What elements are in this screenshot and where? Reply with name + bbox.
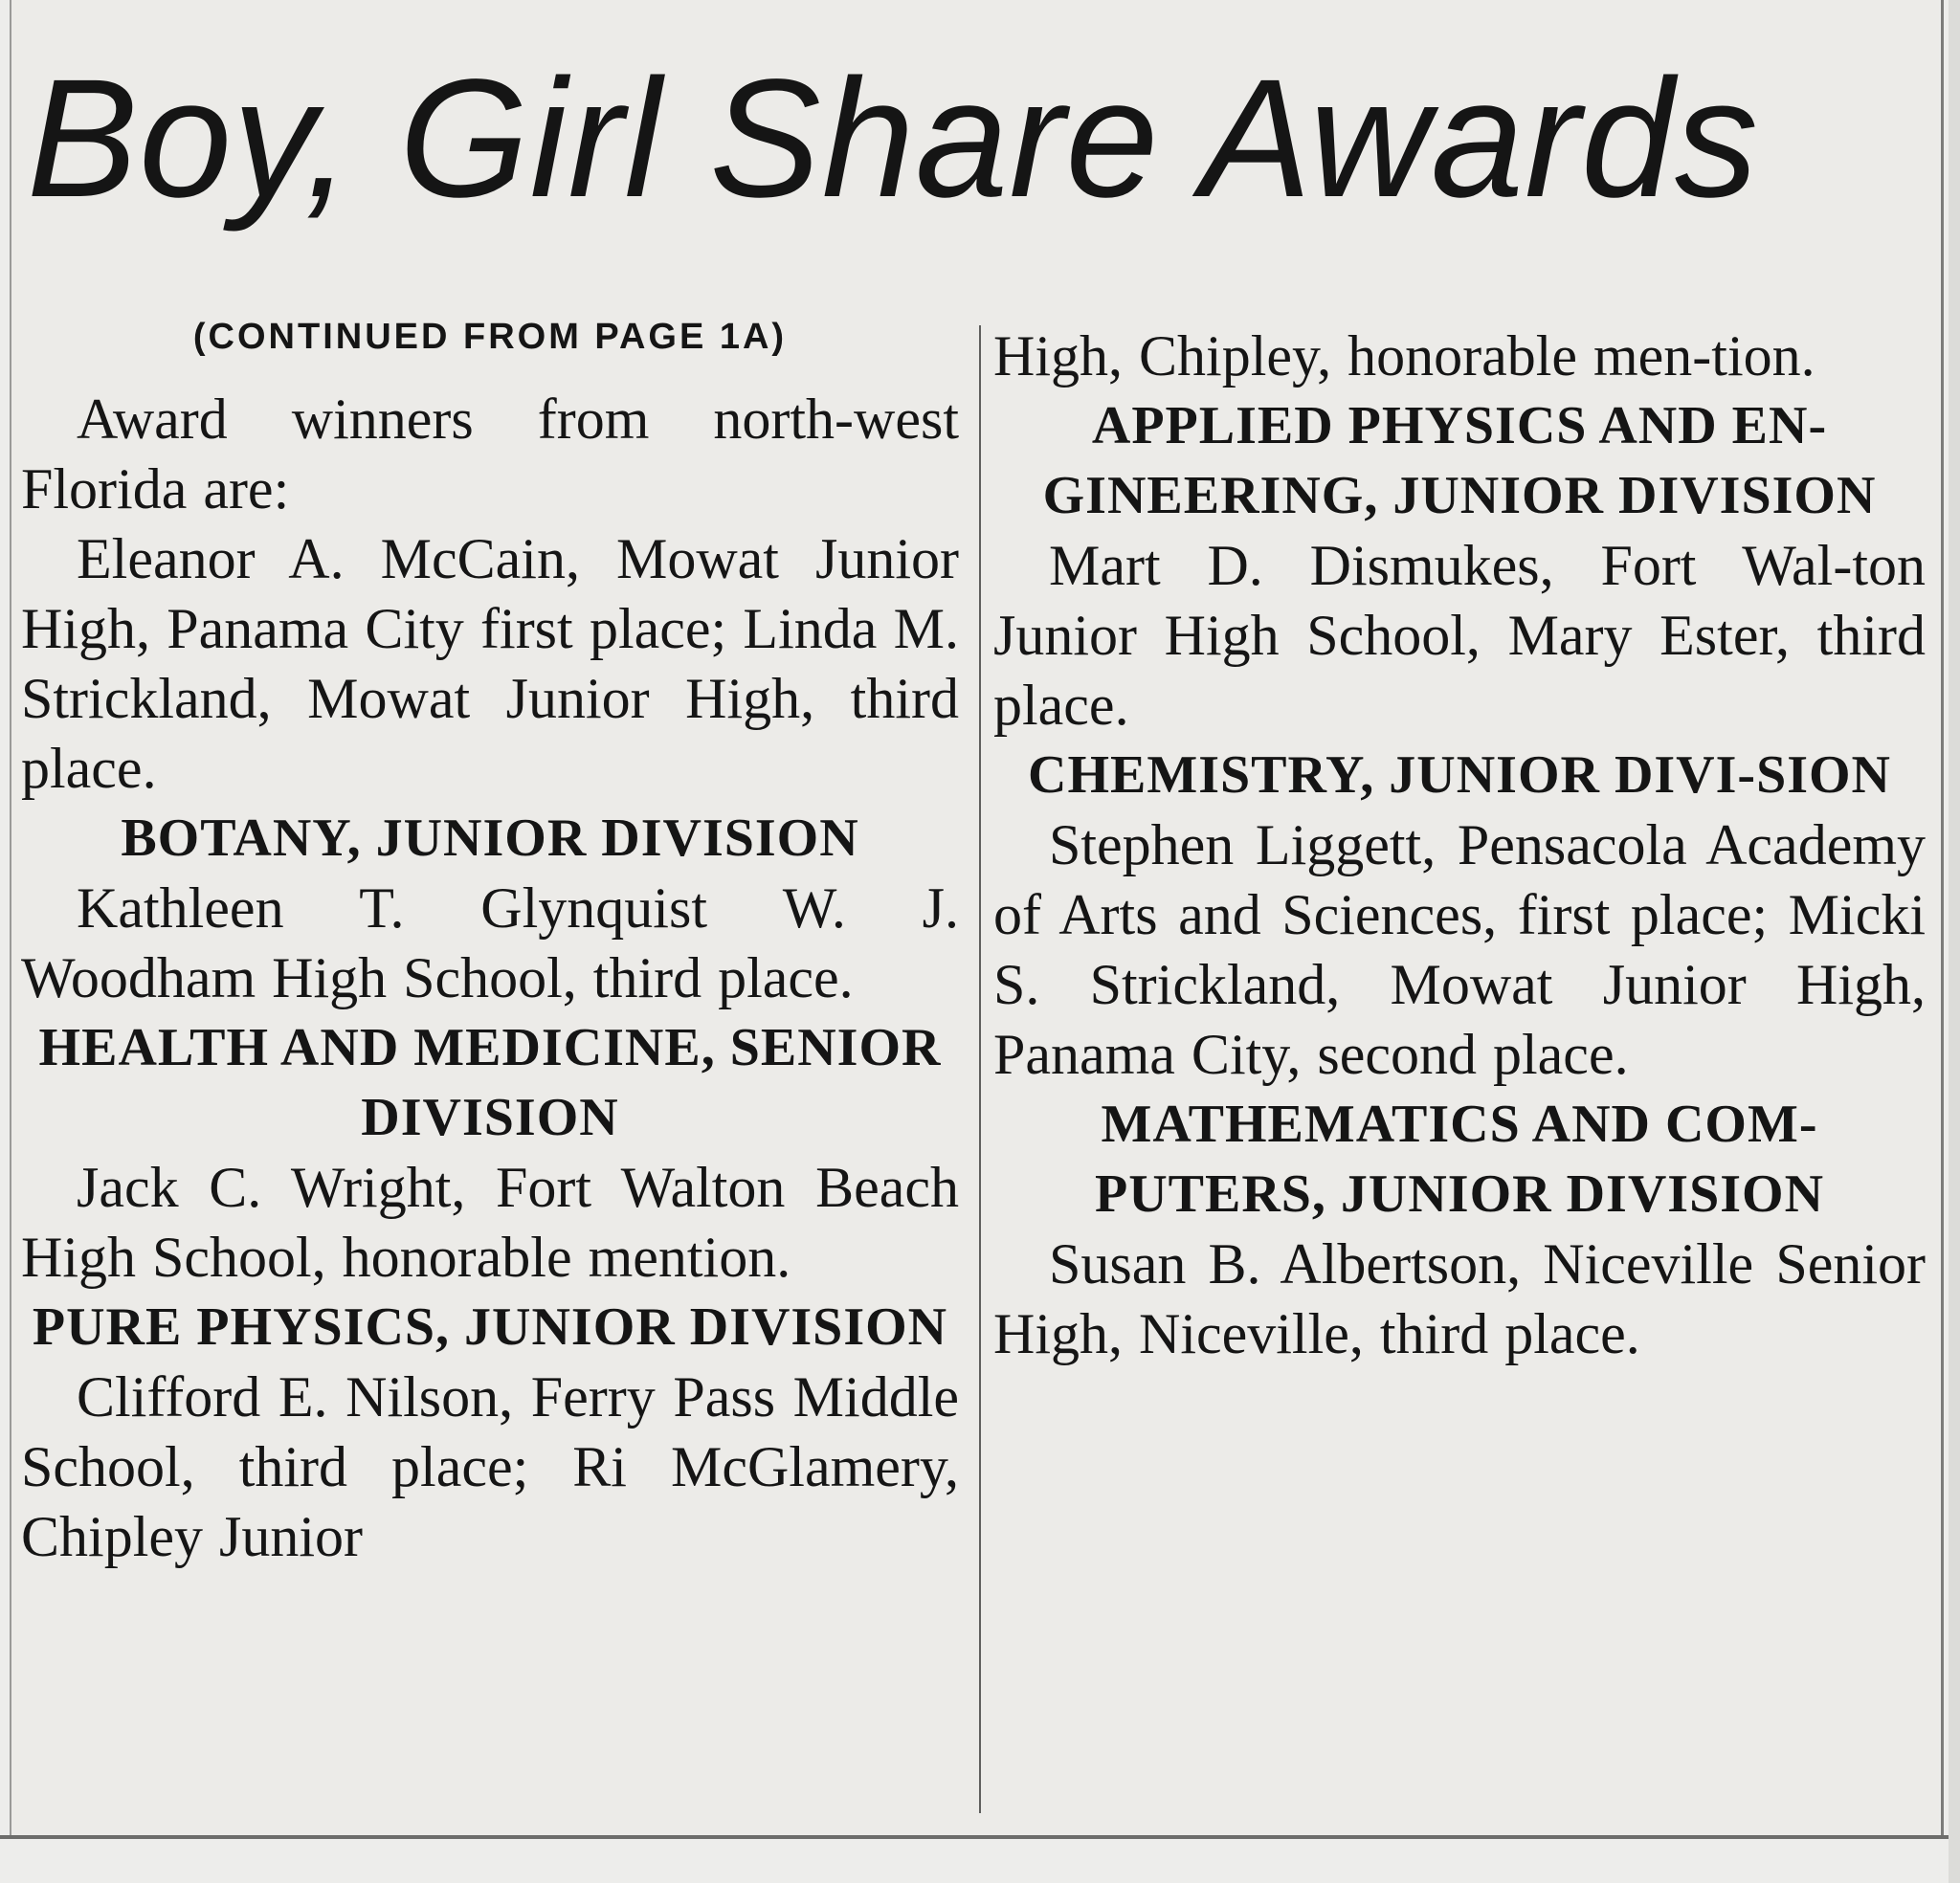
section-heading-chemistry: CHEMISTRY, JUNIOR DIVI-SION [1028, 745, 1891, 805]
section-heading-pure-physics: PURE PHYSICS, JUNIOR DIVISION [32, 1297, 948, 1357]
award-paragraph-botany: Kathleen T. Glynquist W. J. Woodham High School, third place. [21, 876, 959, 1009]
section-heading-health-medicine: HEALTH AND MEDICINE, SENIOR DIVISION [38, 1018, 942, 1147]
award-paragraph-applied-physics: Mart D. Dismukes, Fort Wal-ton Junior High School, Mary Ester, third place. [993, 534, 1926, 737]
award-paragraph-health-medicine: Jack C. Wright, Fort Walton Beach High School, honorable mention. [21, 1156, 959, 1289]
intro-paragraph: Award winners from north-west Florida are: [21, 388, 959, 521]
section-heading-applied-physics: APPLIED PHYSICS AND EN-GINEERING, JUNIOR DIVISION [1042, 396, 1877, 525]
award-paragraph-pure-physics-continued: High, Chipley, honorable men-tion. [993, 324, 1815, 388]
section-heading-mathematics: MATHEMATICS AND COM-PUTERS, JUNIOR DIVISION [1094, 1095, 1825, 1224]
left-border-rule [10, 0, 11, 1837]
section-heading-botany: BOTANY, JUNIOR DIVISION [121, 809, 859, 868]
article-column-right [993, 321, 1926, 1369]
adjacent-page-edge [1949, 0, 1960, 1883]
article-headline: Boy, Girl Share Awards [27, 45, 1760, 233]
award-paragraph-mathematics: Susan B. Albertson, Niceville Senior High, Niceville, third place. [993, 1232, 1926, 1365]
article-column-left [21, 310, 959, 1572]
award-paragraph-pure-physics: Clifford E. Nilson, Ferry Pass Middle School, third place; Ri McGlamery, Chipley Junior [21, 1365, 959, 1568]
award-paragraph-general: Eleanor A. McCain, Mowat Junior High, Panama City first place; Linda M. Strickland, Mowat Junior High, third place. [21, 527, 959, 800]
right-border-rule [1941, 0, 1944, 1837]
award-paragraph-chemistry: Stephen Liggett, Pensacola Academy of Arts and Sciences, first place; Micki S. Strickland, Mowat Junior High, Panama City, second place. [993, 813, 1926, 1086]
bottom-border-rule [0, 1835, 1960, 1839]
continued-from-note: (CONTINUED FROM PAGE 1A) [192, 317, 788, 357]
column-divider [979, 325, 981, 1813]
